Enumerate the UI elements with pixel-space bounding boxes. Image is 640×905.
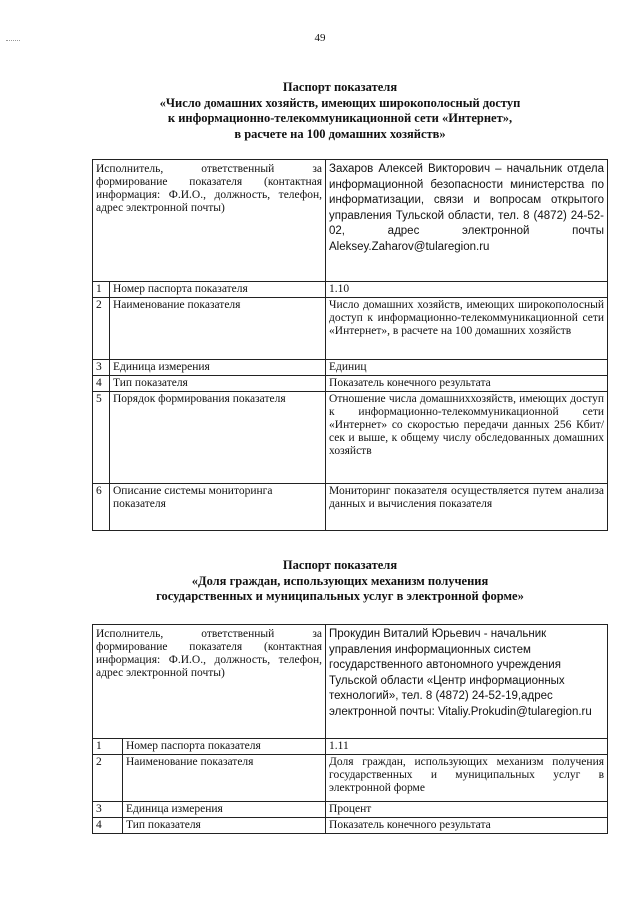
page-number: 49 <box>314 32 326 44</box>
table-row <box>93 298 608 360</box>
table-row <box>93 625 608 739</box>
passport2-table <box>92 624 608 834</box>
row-label: Тип показателя <box>123 818 326 834</box>
row-label: Наименование показателя <box>123 755 326 802</box>
row-label: Порядок формирования показателя <box>110 392 326 484</box>
passport1-table <box>92 159 608 531</box>
passport2-title-line: государственных и муниципальных услуг в электронной форме» <box>156 589 524 603</box>
table-row <box>93 376 608 392</box>
row-number: 1 <box>93 282 110 298</box>
table-row <box>93 818 608 834</box>
table-row <box>93 739 608 755</box>
row-number: 1 <box>93 739 123 755</box>
executor-value: Захаров Алексей Викторович – начальник отдела информационной безопасности министерства по информатизации, связи и вопросам открытого управления Тульской области, тел. 8 (4872) 24-52-02, адрес электронной почты Aleksey.Zaharov@tularegion.ru <box>326 160 608 282</box>
row-value: Отношение числа домашниххозяйств, имеющих доступ к информационно-телекоммуникационной сети «Интернет» со скоростью передачи данных 256 Кбит/сек и выше, к общему числу обследованных домашних хозяйств <box>326 392 608 484</box>
passport1-title-line: Паспорт показателя <box>282 80 398 94</box>
table-row <box>93 360 608 376</box>
row-number: 2 <box>93 298 110 360</box>
row-number: 6 <box>93 484 110 531</box>
row-value: Единиц <box>326 360 608 376</box>
row-label: Описание системы мониторинга показателя <box>110 484 326 531</box>
row-number: 5 <box>93 392 110 484</box>
executor-label: Исполнитель, ответственный за формирование показателя (контактная информация: Ф.И.О., должность, телефон, адрес электронной почты) <box>93 625 326 739</box>
row-label: Наименование показателя <box>110 298 326 360</box>
executor-label: Исполнитель, ответственный за формирование показателя (контактная информация: Ф.И.О., должность, телефон, адрес электронной почты) <box>93 160 326 282</box>
row-label: Единица измерения <box>110 360 326 376</box>
row-value: Показатель конечного результата <box>326 818 608 834</box>
row-value: Процент <box>326 802 608 818</box>
row-label: Номер паспорта показателя <box>110 282 326 298</box>
table-row <box>93 392 608 484</box>
row-number: 3 <box>93 360 110 376</box>
row-value: 1.11 <box>326 739 608 755</box>
table-row <box>93 755 608 802</box>
table-row <box>93 802 608 818</box>
row-label: Номер паспорта показателя <box>123 739 326 755</box>
row-value: Доля граждан, использующих механизм получения государственных и муниципальных услуг в электронной форме <box>326 755 608 802</box>
passport1-title-line: к информационно-телекоммуникационной сети «Интернет», <box>167 111 513 125</box>
row-value: Мониторинг показателя осуществляется путем анализа данных и вычисления показателя <box>326 484 608 531</box>
row-value: Число домашних хозяйств, имеющих широкополосный доступ к информационно-телекоммуникационной сети «Интернет», в расчете на 100 домашних хозяйств <box>326 298 608 360</box>
passport2-title <box>60 558 620 605</box>
table-row <box>93 484 608 531</box>
row-value: 1.10 <box>326 282 608 298</box>
passport1-title-line: в расчете на 100 домашних хозяйств» <box>234 126 446 141</box>
passport2-title-line: Паспорт показателя <box>282 558 398 572</box>
row-number: 4 <box>93 818 123 834</box>
executor-value: Прокудин Виталий Юрьевич - начальник управления информационных систем государственного автономного учреждения Тульской области «Центр информационных технологий», тел. 8 (4872) 24-52-19,адрес электронной почты: Vitaliy.Prokudin@tularegion.ru <box>326 625 608 739</box>
passport1-title-line: «Число домашних хозяйств, имеющих широкополосный доступ <box>159 95 521 110</box>
passport1-title <box>60 80 620 142</box>
table-row <box>93 282 608 298</box>
passport2-title-line: «Доля граждан, использующих механизм получения <box>191 573 489 588</box>
row-value: Показатель конечного результата <box>326 376 608 392</box>
row-number: 3 <box>93 802 123 818</box>
table-row <box>93 160 608 282</box>
row-number: 2 <box>93 755 123 802</box>
row-number: 4 <box>93 376 110 392</box>
row-label: Единица измерения <box>123 802 326 818</box>
row-label: Тип показателя <box>110 376 326 392</box>
